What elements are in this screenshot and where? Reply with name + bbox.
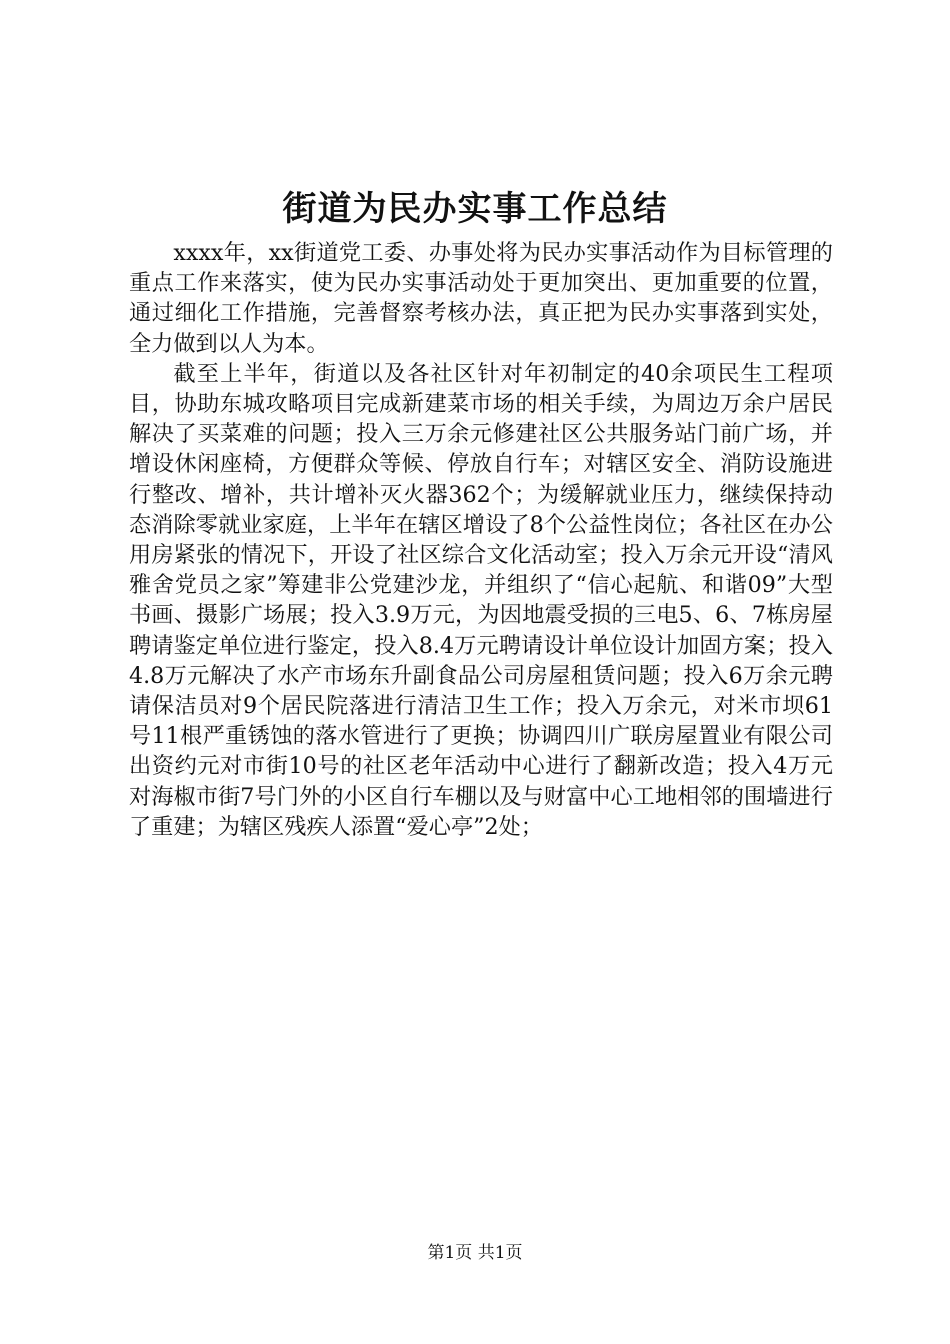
paragraph-progress: 截至上半年，街道以及各社区针对年初制定的40余项民生工程项目，协助东城攻略项目完成新建菜市场的相关手续，为周边万余户居民解决了买菜难的问题；投入三万余元修建社区公共服务站门前广场，并增设休闲座椅，方便群众等候、停放自行车；对辖区安全、消防设施进行整改、增补，共计增补灭火器362个；为缓解就业压力，继续保持动态消除零就业家庭，上半年在辖区增设了8个公益性岗位；各社区在办公用房紧张的情况下，开设了社区综合文化活动室；投入万余元开设“清风雅舍党员之家”筹建非公党建沙龙，并组织了“信心起航、和谐09”大型书画、摄影广场展；投入3.9万元，为因地震受损的三电5、6、7栋房屋聘请鉴定单位进行鉴定，投入8.4万元聘请设计单位设计加固方案；投入4.8万元解决了水产市场东升副食品公司房屋租赁问题；投入6万余元聘请保洁员对9个居民院落进行清洁卫生工作；投入万余元，对米市坝61号11根严重锈蚀的落水管进行了更换；协调四川广联房屋置业有限公司出资约元对市街10号的社区老年活动中心进行了翻新改造；投入4万元对海椒市街7号门外的小区自行车棚以及与财富中心工地相邻的围墙进行了重建；为辖区残疾人添置“爱心亭”2处； — [129, 360, 833, 840]
page-number-footer: 第1页 共1页 — [427, 1243, 523, 1263]
document-body — [129, 238, 833, 842]
paragraph-intro: xxxx年，xx街道党工委、办事处将为民办实事活动作为目标管理的重点工作来落实，使为民办实事活动处于更加突出、更加重要的位置，通过细化工作措施，完善督察考核办法，真正把为民办实事落到实处，全力做到以人为本。 — [129, 240, 833, 357]
document-title: 街道为民办实事工作总结 — [282, 189, 668, 229]
